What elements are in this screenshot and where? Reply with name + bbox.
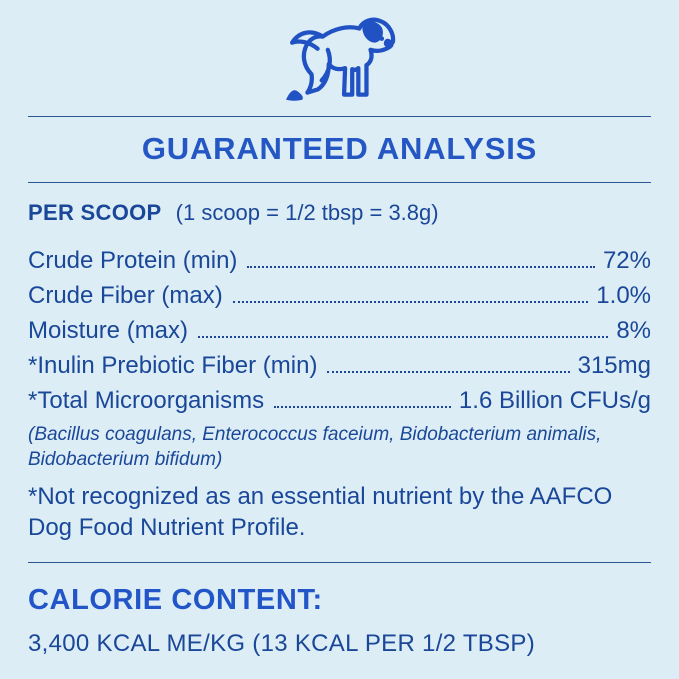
nutrient-label: Moisture (max) [28, 317, 189, 344]
microorganism-species-note: (Bacillus coagulans, Enterococcus faceium, Bidobacterium animalis, Bidobacterium bifidum) [28, 424, 602, 470]
header-icon-area [28, 0, 651, 116]
guaranteed-analysis-title: GUARANTEED ANALYSIS [141, 131, 538, 166]
title-bottom-divider [28, 182, 651, 183]
table-row [28, 275, 651, 310]
calorie-content-heading: CALORIE CONTENT: [28, 584, 323, 616]
dot-leader [233, 301, 589, 303]
dot-leader [198, 336, 608, 338]
nutrient-value: 1.6 Billion CFUs/g [458, 387, 651, 414]
per-scoop-line [28, 200, 651, 226]
per-scoop-note: (1 scoop = 1/2 tbsp = 3.8g) [175, 200, 439, 225]
table-row [28, 310, 651, 345]
calorie-section-divider [28, 562, 651, 563]
analysis-rows [28, 240, 651, 415]
nutrient-label: *Total Microorganisms [28, 387, 265, 414]
nutrient-label: Crude Protein (min) [28, 247, 238, 274]
table-row [28, 380, 651, 415]
calorie-content-value: 3,400 KCAL ME/KG (13 KCAL PER 1/2 TBSP) [28, 630, 536, 657]
table-row [28, 240, 651, 275]
per-scoop-label: PER SCOOP [28, 200, 162, 225]
aafco-footnote: *Not recognized as an essential nutrient by the AAFCO Dog Food Nutrient Profile. [28, 483, 613, 541]
pooping-dog-icon [254, 5, 426, 117]
nutrient-value: 1.0% [596, 282, 651, 309]
table-row [28, 345, 651, 380]
nutrient-value: 72% [602, 247, 651, 274]
nutrient-label: Crude Fiber (max) [28, 282, 223, 309]
dot-leader [247, 266, 595, 268]
dot-leader [327, 371, 569, 373]
dot-leader [274, 406, 451, 408]
nutrient-value: 315mg [577, 352, 651, 379]
nutrient-label: *Inulin Prebiotic Fiber (min) [28, 352, 318, 379]
nutrient-value: 8% [616, 317, 651, 344]
